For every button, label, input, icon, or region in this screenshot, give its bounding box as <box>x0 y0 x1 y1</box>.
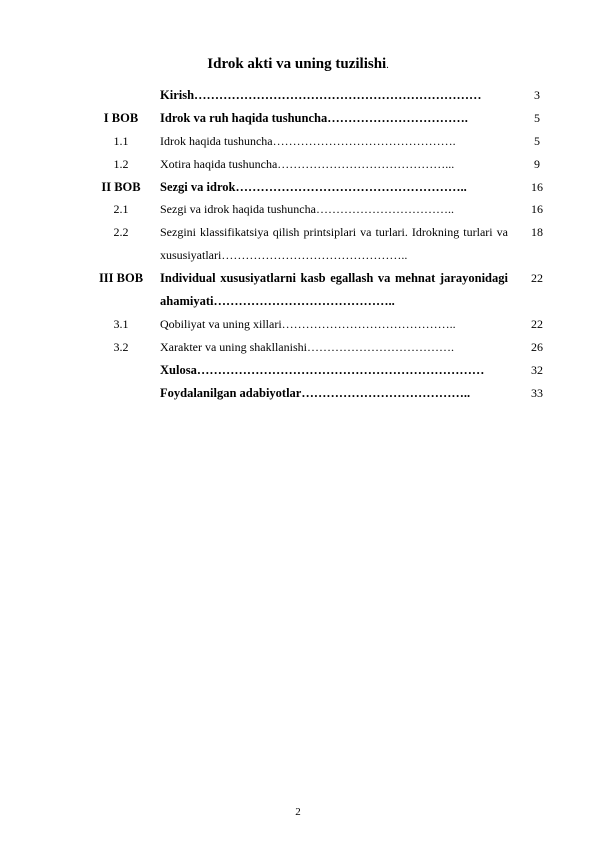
toc-entry-number: 2.2 <box>113 225 129 240</box>
toc-entry-title: Xarakter va uning shakllanishi………………………………. <box>160 339 454 354</box>
toc-entry-number: 3.1 <box>113 316 129 331</box>
toc-entry-page: 5 <box>534 110 540 125</box>
toc-entry-title: Kirish…………………………………………………………… <box>160 88 482 102</box>
toc-entry-number: 3.2 <box>113 339 129 354</box>
toc-entry <box>0 176 596 199</box>
toc-entry-title: Individual xususiyatlarni kasb egallash va mehnat jarayonidagi ahamiyati…………………………………….. <box>160 271 508 309</box>
title-text: Idrok akti va uning tuzilishi <box>207 56 387 72</box>
page-number-footer: 2 <box>295 806 301 818</box>
toc-entry <box>0 359 596 382</box>
toc-entry-title: Sezgi va idrok……………………………………………….. <box>160 179 467 194</box>
toc-entry-title: Xulosa…………………………………………………………… <box>160 362 485 377</box>
toc-entry-page: 32 <box>531 362 543 377</box>
toc-entry-number: I BOB <box>103 110 139 125</box>
toc-entry-title: Sezgini klassifikatsiya qilish printsiplari va turlari. Idrokning turlari va xususiyatlari……………………………………….. <box>160 225 508 263</box>
toc-entry-title: Qobiliyat va uning xillari…………………………………….. <box>160 316 456 331</box>
toc-entry-page: 16 <box>531 179 543 194</box>
document-title <box>0 56 596 73</box>
table-of-contents <box>0 84 596 405</box>
toc-entry <box>0 153 596 176</box>
toc-entry <box>0 107 596 130</box>
toc-entry <box>0 221 596 267</box>
toc-entry-page: 26 <box>531 339 543 354</box>
toc-entry-page: 3 <box>534 88 540 102</box>
toc-entry-number: 2.1 <box>113 202 129 217</box>
toc-entry <box>0 267 596 313</box>
toc-entry-page: 18 <box>531 225 543 240</box>
toc-entry-title: Foydalanilgan adabiyotlar………………………………….. <box>160 385 471 400</box>
toc-entry-page: 16 <box>531 202 543 217</box>
toc-entry-number: 1.1 <box>113 133 129 148</box>
toc-entry <box>0 336 596 359</box>
toc-entry <box>0 130 596 153</box>
toc-entry-page: 33 <box>531 385 543 400</box>
toc-entry-number: II BOB <box>101 179 141 194</box>
toc-entry-page: 22 <box>531 316 543 331</box>
toc-entry <box>0 84 596 107</box>
title-dot: . <box>386 60 389 71</box>
toc-entry-title: Idrok va ruh haqida tushuncha……………………………. <box>160 110 468 125</box>
toc-entry-title: Sezgi va idrok haqida tushuncha…………………………….. <box>160 202 454 217</box>
toc-entry <box>0 382 596 405</box>
toc-entry-title: Idrok haqida tushuncha………………………………………. <box>160 133 456 148</box>
toc-entry <box>0 313 596 336</box>
toc-entry-title: Xotira haqida tushuncha……………………………………... <box>160 156 455 171</box>
toc-entry-number: 1.2 <box>113 156 129 171</box>
toc-entry-page: 9 <box>534 156 540 171</box>
toc-entry <box>0 198 596 221</box>
toc-entry-page: 5 <box>534 133 540 148</box>
toc-entry-page: 22 <box>531 271 543 286</box>
toc-entry-number: III BOB <box>98 271 144 286</box>
